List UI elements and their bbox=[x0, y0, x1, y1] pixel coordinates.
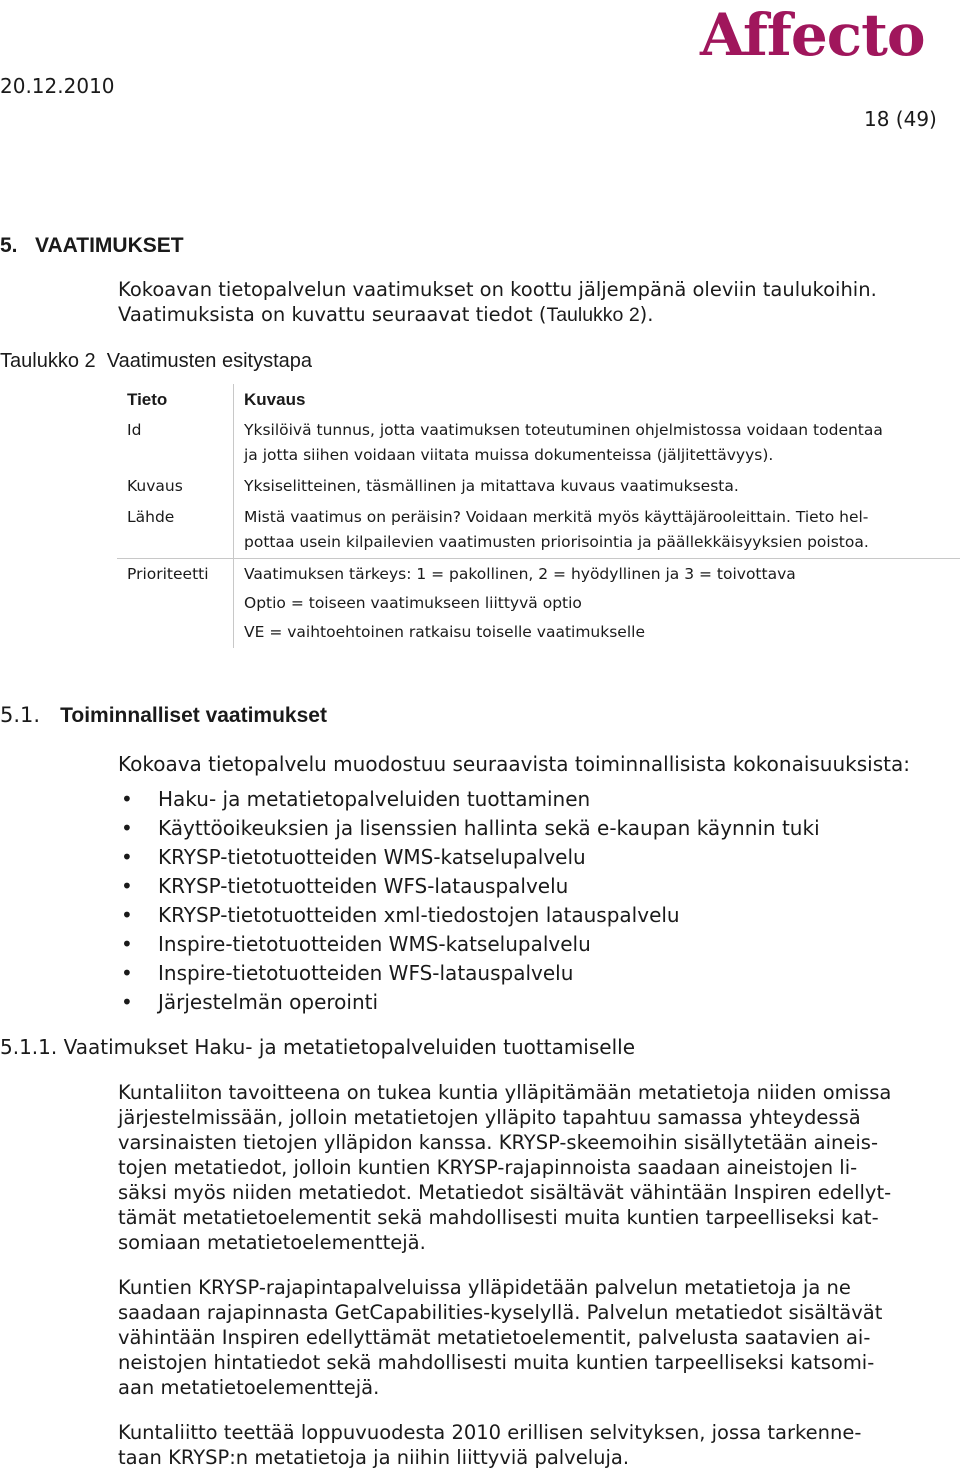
paragraph-line: neistojen hintatiedot sekä mahdollisesti muita kuntien tarpeelliseksi katsomi- bbox=[118, 1351, 875, 1374]
table-cell-desc bbox=[234, 471, 960, 502]
desc-line: VE = vaihtoehtoinen ratkaisu toiselle vaatimukselle bbox=[244, 623, 645, 641]
table-header-tieto: Tieto bbox=[117, 384, 234, 415]
table-row bbox=[117, 502, 960, 559]
desc-line: Yksilöivä tunnus, jotta vaatimuksen toteutuminen ohjelmistossa voidaan todentaa bbox=[244, 421, 883, 439]
table-cell-desc bbox=[234, 502, 960, 559]
desc-line: Mistä vaatimus on peräisin? Voidaan merkitä myös käyttäjärooleittain. Tieto hel- bbox=[244, 508, 869, 526]
list-item bbox=[118, 872, 820, 901]
list-item bbox=[118, 988, 820, 1017]
table-cell-key: Id bbox=[117, 415, 234, 471]
intro-text: Vaatimuksista on kuvattu seuraavat tiedot ( bbox=[118, 302, 547, 326]
section-number: 5. bbox=[0, 234, 18, 257]
bullet-icon: • bbox=[121, 816, 133, 840]
list-item bbox=[118, 901, 820, 930]
intro-line-2 bbox=[118, 303, 960, 328]
paragraph-2 bbox=[118, 1275, 948, 1400]
list-item-text: Käyttöoikeuksien ja lisenssien hallinta sekä e-kaupan käynnin tuki bbox=[158, 816, 820, 840]
list-item bbox=[118, 959, 820, 988]
section-number: 5.1. bbox=[0, 703, 41, 727]
section-title: Toiminnalliset vaatimukset bbox=[60, 704, 327, 727]
list-item-text: Inspire-tietotuotteiden WFS-latauspalvelu bbox=[158, 961, 574, 985]
bullet-icon: • bbox=[121, 845, 133, 869]
desc-line: Yksiselitteinen, täsmällinen ja mitattava kuvaus vaatimuksesta. bbox=[244, 477, 739, 495]
table-cell-key: Kuvaus bbox=[117, 471, 234, 502]
list-item-text: KRYSP-tietotuotteiden xml-tiedostojen latauspalvelu bbox=[158, 903, 680, 927]
bullet-icon: • bbox=[121, 932, 133, 956]
table-header-kuvaus: Kuvaus bbox=[244, 390, 306, 409]
page-number: 18 (49) bbox=[864, 107, 937, 131]
table-cell-key: Lähde bbox=[117, 502, 234, 559]
desc-line: Vaatimuksen tärkeys: 1 = pakollinen, 2 = hyödyllinen ja 3 = toivottava bbox=[244, 565, 796, 583]
functional-areas-list bbox=[118, 785, 820, 1017]
list-item bbox=[118, 930, 820, 959]
section-number: 5.1.1. bbox=[0, 1035, 58, 1059]
table-row bbox=[117, 559, 960, 649]
bullet-icon: • bbox=[121, 787, 133, 811]
table-cell-desc bbox=[234, 415, 960, 471]
list-item-text: Haku- ja metatietopalveluiden tuottaminen bbox=[158, 787, 591, 811]
table-caption: Taulukko 2 Vaatimusten esitystapa bbox=[0, 350, 313, 372]
list-item bbox=[118, 785, 820, 814]
bullet-icon: • bbox=[121, 903, 133, 927]
paragraph-line: järjestelmissään, jolloin metatietojen ylläpito tapahtuu samassa yhteydessä bbox=[118, 1106, 861, 1129]
paragraph-line: varsinaisten tietojen ylläpidon kanssa. KRYSP-skeemoihin sisällytetään aineis- bbox=[118, 1131, 879, 1154]
bullet-icon: • bbox=[121, 961, 133, 985]
section-heading-5-1-1 bbox=[0, 1034, 635, 1060]
table-cell-key: Prioriteetti bbox=[117, 559, 234, 649]
list-item-text: Inspire-tietotuotteiden WMS-katselupalvelu bbox=[158, 932, 591, 956]
table-row bbox=[117, 471, 960, 502]
section-heading-5 bbox=[0, 234, 184, 258]
desc-line: pottaa usein kilpailevien vaatimusten priorisointia ja päällekkäisyyksien poistoa. bbox=[244, 533, 869, 551]
bullet-icon: • bbox=[121, 990, 133, 1014]
paragraph-line: Kuntaliitto teettää loppuvuodesta 2010 erillisen selvityksen, jossa tarkenne- bbox=[118, 1421, 862, 1444]
requirements-format-table bbox=[117, 384, 960, 648]
paragraph-line: aan metatietoelementtejä. bbox=[118, 1376, 380, 1399]
intro-paragraph bbox=[118, 278, 960, 327]
table-header-row bbox=[117, 384, 960, 415]
section-lead: Kokoava tietopalvelu muodostuu seuraavista toiminnallisista kokonaisuuksista: bbox=[118, 752, 910, 776]
paragraph-1 bbox=[118, 1080, 948, 1255]
paragraph-line: somiaan metatietoelementtejä. bbox=[118, 1231, 426, 1254]
paragraph-line: tojen metatiedot, jolloin kuntien KRYSP-rajapinnoista saadaan aineistojen li- bbox=[118, 1156, 858, 1179]
section-heading-5-1 bbox=[0, 702, 327, 729]
paragraph-line: Kuntaliiton tavoitteena on tukea kuntia ylläpitämään metatietoja niiden omissa bbox=[118, 1081, 892, 1104]
list-item bbox=[118, 814, 820, 843]
intro-text-end: ). bbox=[639, 302, 654, 326]
table-row bbox=[117, 415, 960, 471]
paragraph-3 bbox=[118, 1420, 948, 1470]
document-date: 20.12.2010 bbox=[0, 74, 115, 98]
paragraph-line: Kuntien KRYSP-rajapintapalveluissa ylläpidetään palvelun metatietoja ja ne bbox=[118, 1276, 851, 1299]
paragraph-line: tämät metatietoelementit sekä mahdollisesti muita kuntien tarpeelliseksi kat- bbox=[118, 1206, 879, 1229]
bullet-icon: • bbox=[121, 874, 133, 898]
list-item bbox=[118, 843, 820, 872]
desc-line: ja jotta siihen voidaan viitata muissa dokumenteissa (jäljitettävyys). bbox=[244, 446, 774, 464]
paragraph-line: taan KRYSP:n metatietoja ja niihin liittyviä palveluja. bbox=[118, 1446, 630, 1469]
affecto-logo: Affecto bbox=[700, 1, 925, 69]
list-item-text: KRYSP-tietotuotteiden WMS-katselupalvelu bbox=[158, 845, 586, 869]
section-title: VAATIMUKSET bbox=[35, 234, 184, 257]
paragraph-line: säksi myös niiden metatiedot. Metatiedot sisältävät vähintään Inspiren edellyt- bbox=[118, 1181, 892, 1204]
intro-line-1: Kokoavan tietopalvelun vaatimukset on koottu jäljempänä oleviin taulukoihin. bbox=[118, 278, 877, 301]
table-reference-link[interactable]: Taulukko 2 bbox=[546, 303, 640, 326]
paragraph-line: vähintään Inspiren edellyttämät metatietoelementit, palvelusta saatavien ai- bbox=[118, 1326, 871, 1349]
list-item-text: Järjestelmän operointi bbox=[158, 990, 379, 1014]
section-title: Vaatimukset Haku- ja metatietopalveluiden tuottamiselle bbox=[63, 1035, 636, 1059]
list-item-text: KRYSP-tietotuotteiden WFS-latauspalvelu bbox=[158, 874, 569, 898]
desc-line: Optio = toiseen vaatimukseen liittyvä optio bbox=[244, 594, 582, 612]
paragraph-line: saadaan rajapinnasta GetCapabilities-kyselyllä. Palvelun metatiedot sisältävät bbox=[118, 1301, 883, 1324]
table-cell-desc bbox=[234, 559, 960, 649]
